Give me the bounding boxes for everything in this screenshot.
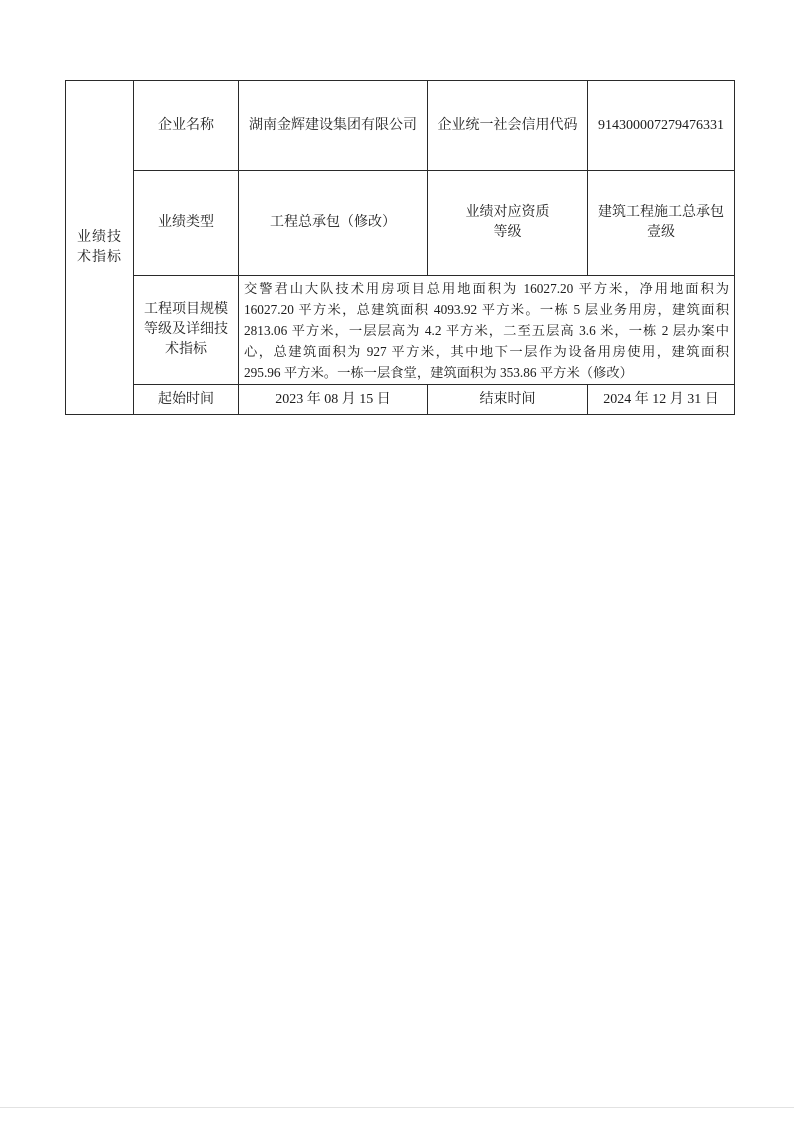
project-scale-detail-line: 295.96 平方米。一栋一层食堂，建筑面积为 353.86 平方米（修改）: [244, 364, 633, 380]
qualification-label-line: 等级: [493, 225, 522, 240]
performance-type-value: 工程总承包（修改）: [239, 171, 428, 276]
table-row-project-scale: [66, 276, 735, 385]
project-scale-detail-line: 心，总建筑面积为 927 平方米，其中地下一层作为设备用房使用，建筑面积: [244, 343, 729, 359]
project-scale-detail-line: 交警君山大队技术用房项目总用地面积为 16027.20 平方米，净用地面积为: [244, 280, 729, 296]
project-scale-detail-line: 2813.06 平方米，一层层高为 4.2 平方米，二至五层高 3.6 米，一栋 2 层办案中: [244, 322, 729, 338]
company-name-value: 湖南金辉建设集团有限公司: [239, 81, 428, 171]
qualification-value-line: 壹级: [647, 225, 675, 240]
performance-table: [65, 80, 735, 415]
table-row-dates: [66, 385, 735, 415]
project-scale-label: [134, 276, 239, 385]
start-date-value: 2023 年 08 月 15 日: [239, 385, 428, 415]
table-row-performance-type: [66, 171, 735, 276]
project-scale-label-line: 工程项目规模: [144, 302, 228, 317]
end-date-value: 2024 年 12 月 31 日: [588, 385, 735, 415]
qualification-label-line: 业绩对应资质: [465, 205, 550, 220]
project-scale-detail-line: 16027.20 平方米，总建筑面积 4093.92 平方米。一栋 5 层业务用房，建筑面积: [244, 301, 729, 317]
credit-code-label: 企业统一社会信用代码: [428, 81, 588, 171]
section-label-line: 术指标: [77, 249, 122, 265]
project-scale-details: [239, 276, 735, 385]
section-label-cell: [66, 81, 134, 415]
end-date-label: 结束时间: [428, 385, 588, 415]
performance-type-label: 业绩类型: [134, 171, 239, 276]
project-scale-label-line: 等级及详细技: [144, 322, 228, 337]
scan-edge-line: [0, 1107, 794, 1108]
qualification-value-line: 建筑工程施工总承包: [598, 205, 724, 220]
company-name-label: 企业名称: [134, 81, 239, 171]
project-scale-label-line: 术指标: [165, 342, 207, 357]
qualification-value: [588, 171, 735, 276]
credit-code-value: 914300007279476331: [588, 81, 735, 171]
start-date-label: 起始时间: [134, 385, 239, 415]
qualification-label: [428, 171, 588, 276]
section-label-line: 业绩技: [77, 229, 122, 245]
table-row-company: [66, 81, 735, 171]
